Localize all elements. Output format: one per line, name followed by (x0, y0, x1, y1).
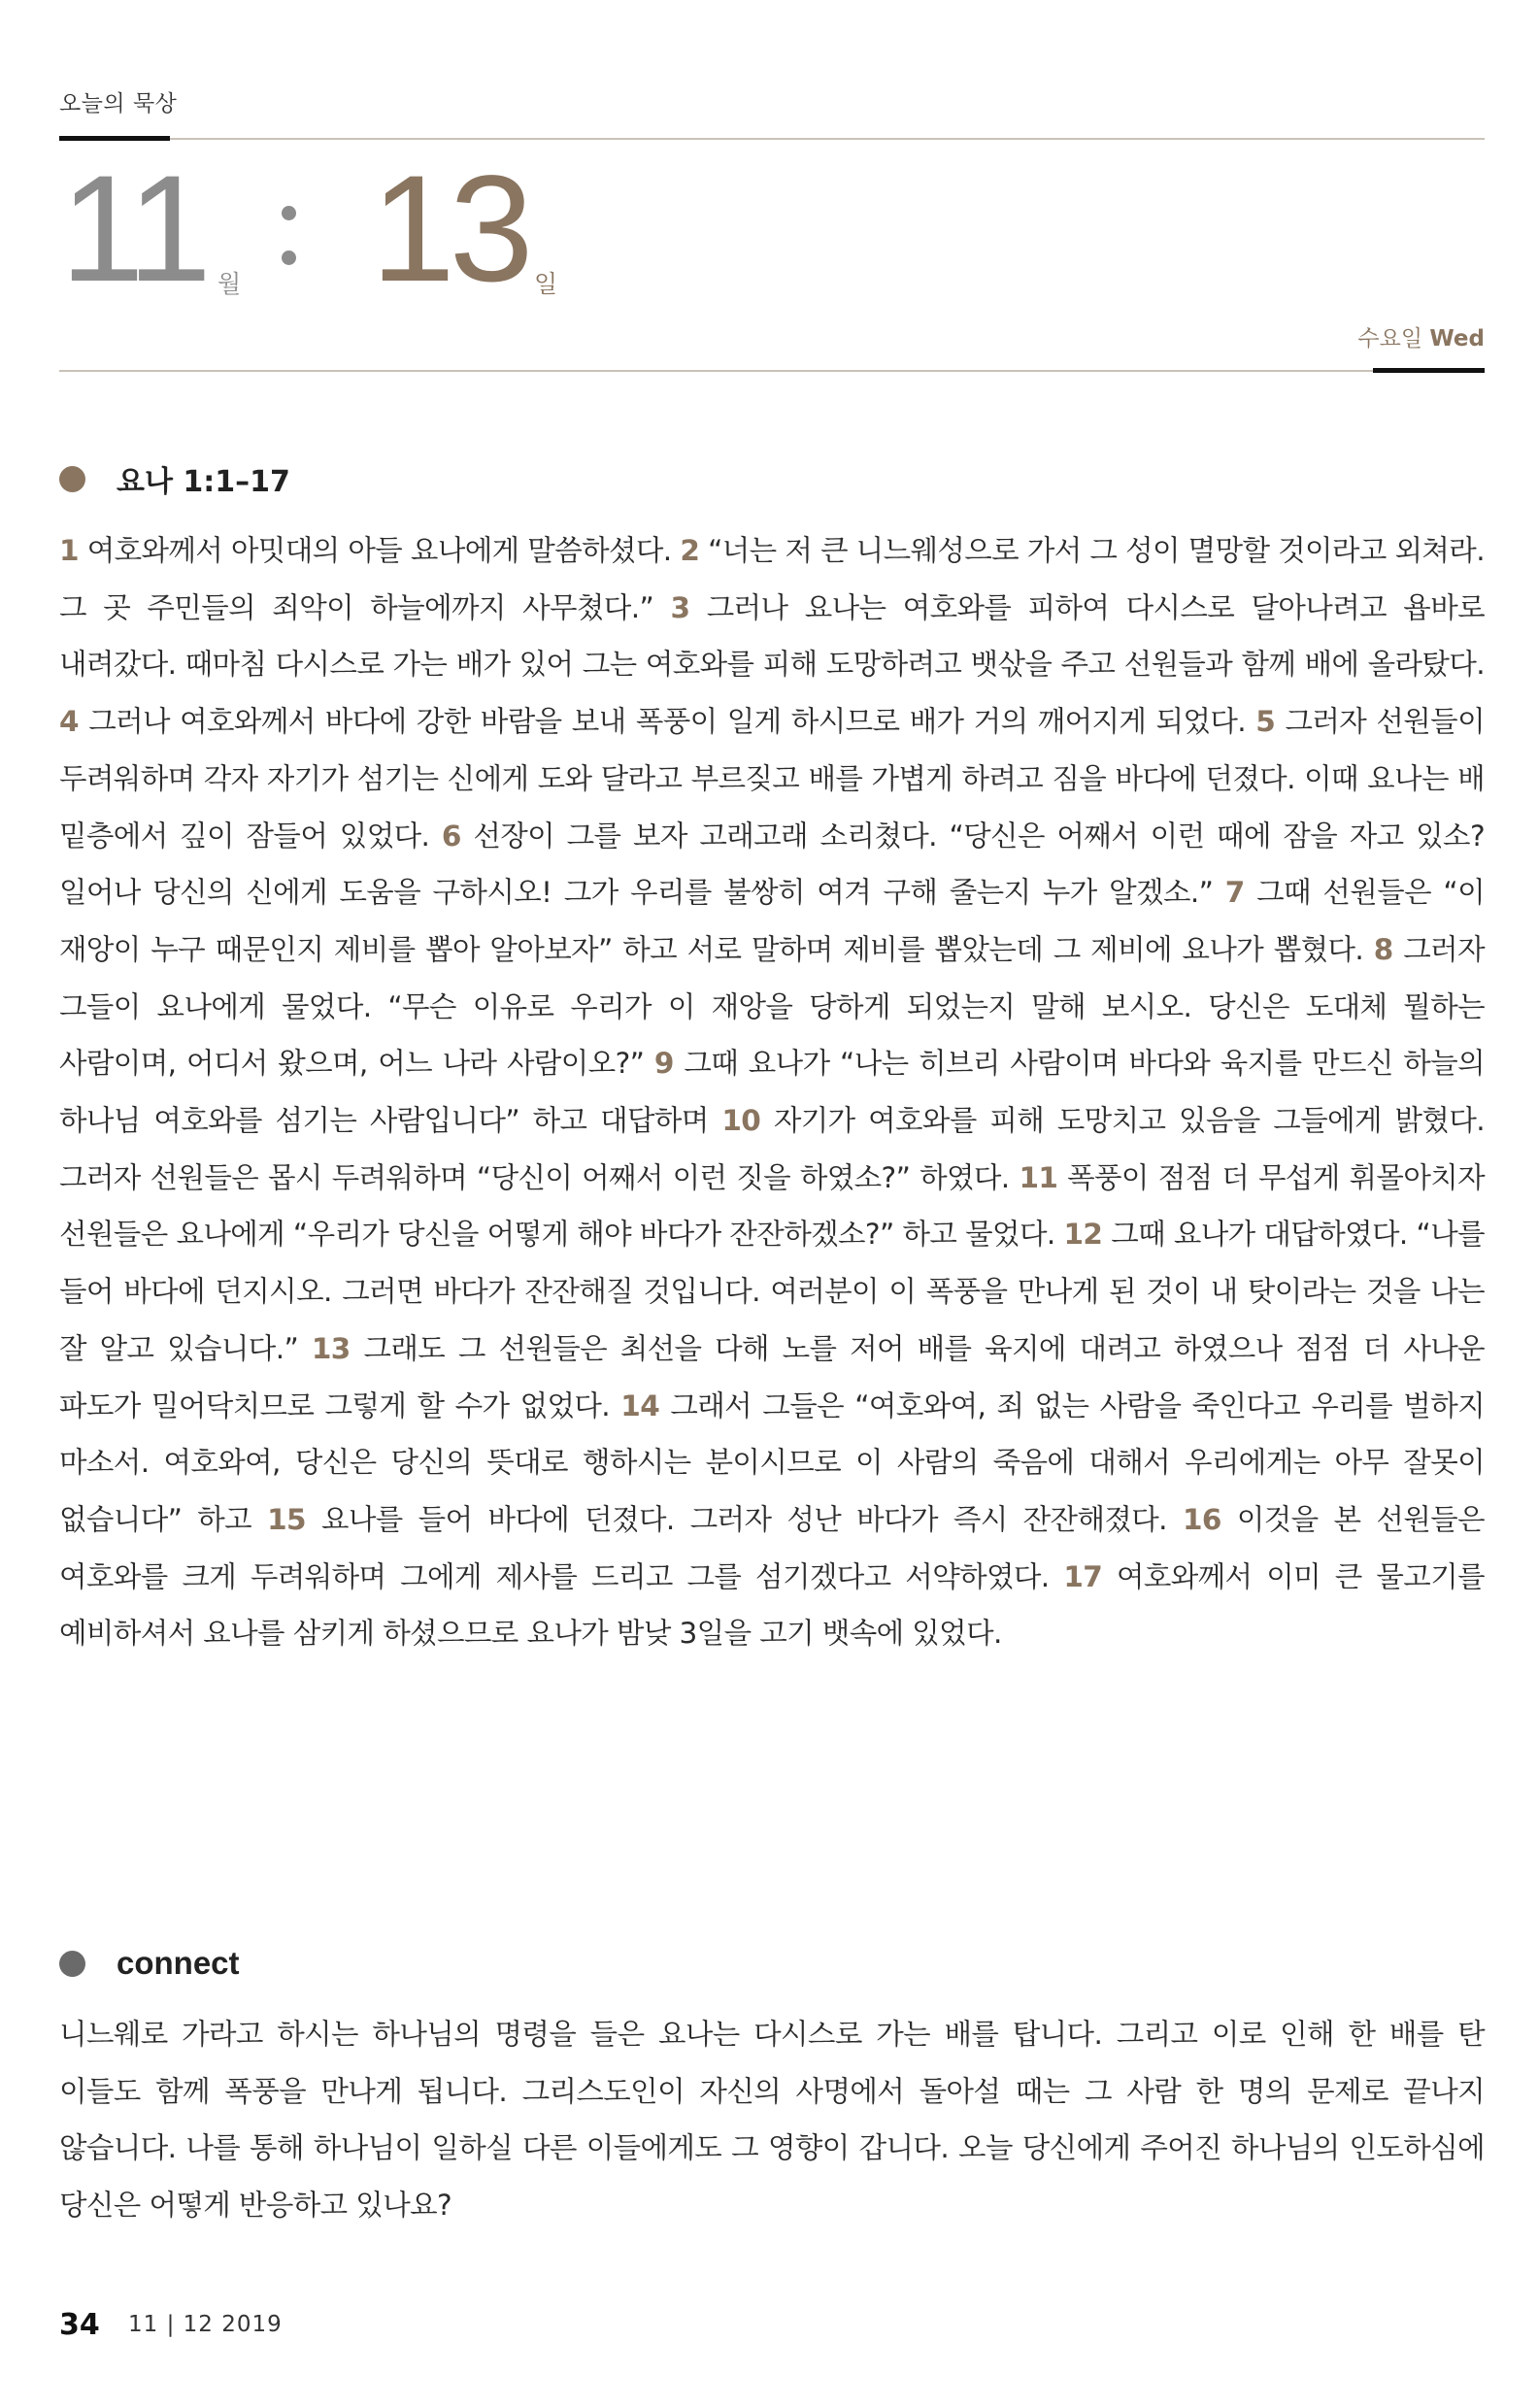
verse-text: 그러나 요나는 여호와를 피하여 다시스로 달아나려고 욥바로 내려갔다. 때마침 다시스로 가는 배가 있어 그는 여호와를 피해 도망하려고 뱃삯을 주고 선원들과 함께 배에 올라탔다. (59, 590, 1485, 682)
verse-number: 13 (311, 1331, 351, 1365)
verse-text: 선장이 그를 보자 고래고래 소리쳤다. “당신은 어째서 이런 때에 잠을 자고 있소? 일어나 당신의 신에게 도움을 구하시오! 그가 우리를 불쌍히 여겨 구해 줄는지 누가 알겠소.” (59, 819, 1485, 910)
verse-text: 여호와께서 이미 큰 물고기를 예비하셔서 요나를 삼키게 하셨으므로 요나가 밤낮 3일을 고기 뱃속에 있었다. (59, 1559, 1485, 1651)
separator-dot (282, 206, 296, 220)
connect-title: connect (117, 1945, 240, 1981)
header-divider (59, 370, 1485, 372)
connect-heading (59, 1946, 240, 1981)
verse-number: 9 (653, 1047, 674, 1081)
verse-text: 그때 요나가 대답하였다. “나를 들어 바다에 던지시오. 그러면 바다가 잔잔해질 것입니다. 여러분이 이 폭풍을 만나게 된 것이 내 탓이라는 것을 나는 잘 알고 있습니다.” (59, 1218, 1485, 1365)
verse-number: 8 (1373, 932, 1393, 966)
verse-text: 그래서 그들은 “여호와여, 죄 없는 사람을 죽인다고 우리를 벌하지 마소서. 여호와여, 당신은 당신의 뜻대로 행하시는 분이시므로 이 사람의 죽음에 대해서 우리에게는 아무 잘못이 없습니다” 하고 (59, 1388, 1485, 1536)
verse-text: 요나를 들어 바다에 던졌다. 그러자 성난 바다가 즉시 잔잔해졌다. (320, 1502, 1167, 1536)
verse-number: 14 (620, 1388, 660, 1422)
verse-number: 12 (1063, 1218, 1103, 1252)
verse-number: 17 (1063, 1559, 1103, 1593)
day-number: 13 (371, 145, 528, 314)
top-divider (59, 138, 1485, 140)
page-number: 34 (59, 2308, 100, 2342)
verse-number: 10 (721, 1104, 761, 1138)
verse-number: 11 (1019, 1160, 1058, 1194)
section-label: 오늘의 묵상 (59, 91, 178, 117)
verse-text: 그러나 여호와께서 바다에 강한 바람을 보내 폭풍이 일게 하시므로 배가 거의 깨어지게 되었다. (88, 705, 1247, 739)
header-divider-accent (1373, 368, 1485, 373)
verse-text: 여호와께서 아밋대의 아들 요나에게 말씀하셨다. (86, 534, 672, 567)
verse-number: 15 (267, 1502, 306, 1536)
verse-number: 1 (59, 534, 79, 567)
verse-text: 그러자 선원들이 두려워하며 각자 자기가 섬기는 신에게 도와 달라고 부르짖고 배를 가볍게 하려고 짐을 바다에 던졌다. 이때 요나는 배 밑층에서 깊이 잠들어 있었다. (59, 705, 1485, 853)
verse-text: 자기가 여호와를 피해 도망치고 있음을 그들에게 밝혔다. 그러자 선원들은 몹시 두려워하며 “당신이 어째서 이런 짓을 하였소?” 하였다. (59, 1104, 1485, 1194)
scripture-heading (59, 461, 290, 499)
separator-dot (282, 251, 296, 265)
verse-text: 그러자 그들이 요나에게 물었다. “무슨 이유로 우리가 이 재앙을 당하게 되었는지 말해 보시오. 당신은 도대체 뭘하는 사람이며, 어디서 왔으며, 어느 나라 사람이오?” (59, 932, 1485, 1081)
top-divider-accent (59, 136, 170, 141)
month-number: 11 (60, 145, 206, 314)
issue-date: 11 | 12 2019 (128, 2312, 283, 2337)
connect-text: 니느웨로 가라고 하시는 하나님의 명령을 들은 요나는 다시스로 가는 배를 탑니다. 그리고 이로 인해 한 배를 탄 이들도 함께 폭풍을 만나게 됩니다. 그리스도인이 자신의 사명에서 돌아설 때는 그 사람 한 명의 문제로 끝나지 않습니다. 나를 통해 하나님이 일하실 다른 이들에게도 그 영향이 갑니다. 오늘 당신에게 주어진 하나님의 인도하심에 당신은 어떻게 반응하고 있나요? (59, 2018, 1485, 2223)
verse-text: “너는 저 큰 니느웨성으로 가서 그 성이 멸망할 것이라고 외쳐라. 그 곳 주민들의 죄악이 하늘에까지 사무쳤다.” (59, 534, 1485, 624)
day-suffix: 일 (534, 270, 558, 298)
month-suffix: 월 (217, 270, 242, 298)
weekday (1357, 320, 1485, 352)
bullet-icon (59, 1951, 85, 1977)
verse-number: 2 (680, 534, 700, 567)
verse-number: 4 (59, 705, 79, 739)
verse-text: 이것을 본 선원들은 여호와를 크게 두려워하며 그에게 제사를 드리고 그를 섬기겠다고 서약하였다. (59, 1502, 1486, 1593)
bullet-icon (59, 466, 85, 492)
verse-number: 7 (1224, 876, 1245, 910)
verse-number: 16 (1182, 1502, 1221, 1536)
verse-number: 5 (1255, 705, 1276, 739)
scripture-reference: 요나 1:1–17 (117, 465, 290, 499)
scripture-text (59, 522, 1485, 1662)
verse-number: 3 (670, 590, 690, 624)
weekday-english: Wed (1429, 326, 1485, 351)
weekday-korean: 수요일 (1357, 326, 1423, 351)
verse-text: 그때 요나가 “나는 히브리 사람이며 바다와 육지를 만드신 하늘의 하나님 여호와를 섬기는 사람입니다” 하고 대답하며 (59, 1047, 1485, 1138)
verse-text: 폭풍이 점점 더 무섭게 휘몰아치자 선원들은 요나에게 “우리가 당신을 어떻게 해야 바다가 잔잔하겠소?” 하고 물었다. (59, 1160, 1486, 1252)
verse-number: 6 (441, 819, 461, 853)
verse-text: 그래도 그 선원들은 최선을 다해 노를 저어 배를 육지에 대려고 하였으나 점점 더 사나운 파도가 밀어닥치므로 그렇게 할 수가 없었다. (59, 1331, 1486, 1422)
verse-text: 그때 선원들은 “이 재앙이 누구 때문인지 제비를 뽑아 알아보자” 하고 서로 말하며 제비를 뽑았는데 그 제비에 요나가 뽑혔다. (59, 876, 1486, 966)
